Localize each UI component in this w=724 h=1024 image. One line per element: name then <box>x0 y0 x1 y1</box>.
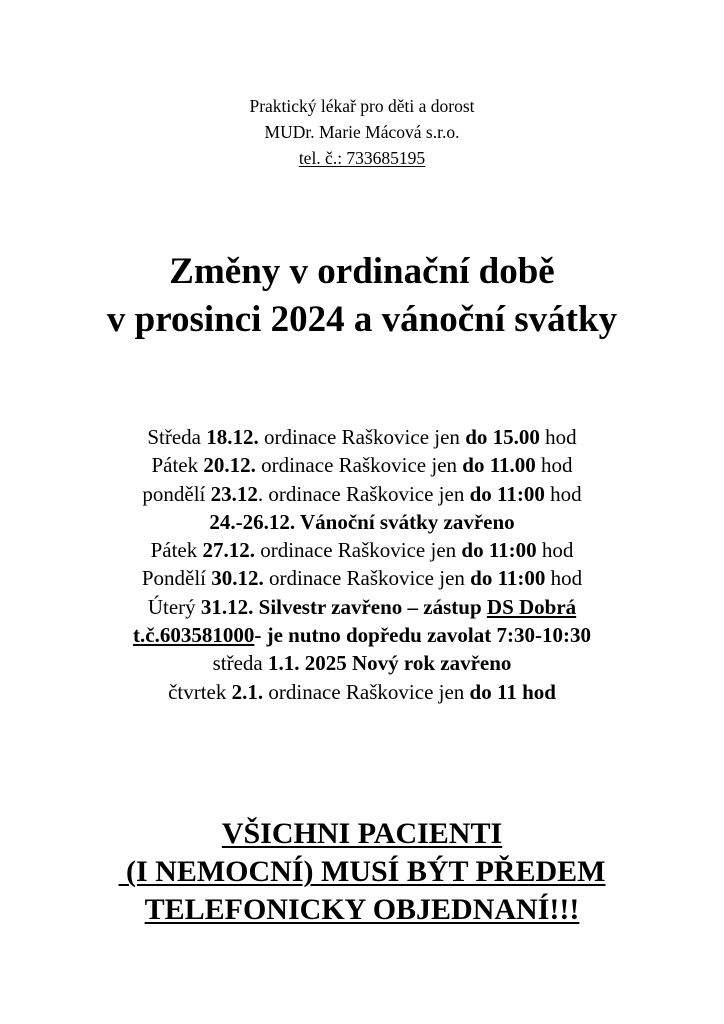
unit: hod <box>535 453 573 478</box>
location-text: ordinace Raškovice jen <box>263 566 471 591</box>
location-text: ordinace Raškovice jen <box>258 425 466 449</box>
schedule-row <box>0 536 724 564</box>
title-line-2: v prosinci 2024 a vánoční svátky <box>106 299 618 340</box>
closing-time: do 11 hod <box>469 679 556 704</box>
closing-time: do 11:00 <box>461 538 537 563</box>
day-name: Středa <box>147 425 207 449</box>
title-line-1: Změny v ordinační době <box>169 251 555 292</box>
notice-line-2: (I NEMOCNÍ) MUSÍ BÝT PŘEDEM <box>118 855 606 888</box>
substitute-phone-link[interactable]: t.č.603581000 <box>133 623 255 648</box>
date: 23.12 <box>210 481 258 506</box>
clinic-header <box>0 93 724 171</box>
date: 30.12. <box>211 566 264 591</box>
schedule-row <box>0 678 724 706</box>
page-title <box>0 248 724 344</box>
closing-time: do 11:00 <box>470 566 546 591</box>
day-name: Pátek <box>151 453 204 478</box>
unit: hod <box>539 425 577 449</box>
phone-number: tel. č.: 733685195 <box>298 148 426 168</box>
schedule-row <box>0 621 724 649</box>
notice-line-3: TELEFONICKY OBJEDNANÍ!!! <box>144 893 580 926</box>
schedule-row <box>0 480 724 508</box>
closing-time: do 15.00 <box>465 425 540 449</box>
location-text: ordinace Raškovice jen <box>255 453 463 478</box>
schedule-row <box>0 508 724 536</box>
holiday-note: 24.-26.12. Vánoční svátky zavřeno <box>209 509 515 534</box>
location-text: . ordinace Raškovice jen <box>257 481 470 506</box>
day-name: Pátek <box>150 538 203 563</box>
day-name: pondělí <box>142 481 211 506</box>
closing-time: do 11:00 <box>469 481 545 506</box>
date: 20.12. <box>203 453 256 478</box>
closure-note: 31.12. Silvestr zavřeno – zástup <box>200 594 487 619</box>
day-name: středa <box>212 651 268 676</box>
day-name: Úterý <box>147 594 201 619</box>
schedule-row <box>0 451 724 479</box>
schedule-row <box>0 649 724 677</box>
doctor-name: MUDr. Marie Mácová s.r.o. <box>264 122 460 142</box>
holiday-note: 1.1. 2025 Nový rok zavřeno <box>267 651 512 676</box>
unit: hod <box>544 481 582 506</box>
closing-time: do 11.00 <box>462 453 536 478</box>
date: 2.1. <box>231 679 264 704</box>
schedule-row <box>0 423 724 451</box>
day-name: čtvrtek <box>168 679 232 704</box>
location-text: ordinace Raškovice jen <box>254 538 462 563</box>
schedule-row <box>0 564 724 592</box>
schedule-list <box>0 423 724 706</box>
notice-line-1: VŠICHNI PACIENTI <box>221 817 503 850</box>
clinic-type: Praktický lékař pro děti a dorost <box>249 96 475 116</box>
unit: hod <box>545 566 583 591</box>
location-text: ordinace Raškovice jen <box>263 679 470 704</box>
unit: hod <box>536 538 574 563</box>
date: 27.12. <box>202 538 255 563</box>
schedule-row <box>0 593 724 621</box>
day-name: Pondělí <box>141 566 212 591</box>
call-ahead-note: - je nutno dopředu zavolat 7:30-10:30 <box>254 623 591 648</box>
appointment-notice <box>0 815 724 929</box>
substitute-clinic-link[interactable]: DS Dobrá <box>486 594 577 619</box>
date: 18.12. <box>206 425 259 449</box>
